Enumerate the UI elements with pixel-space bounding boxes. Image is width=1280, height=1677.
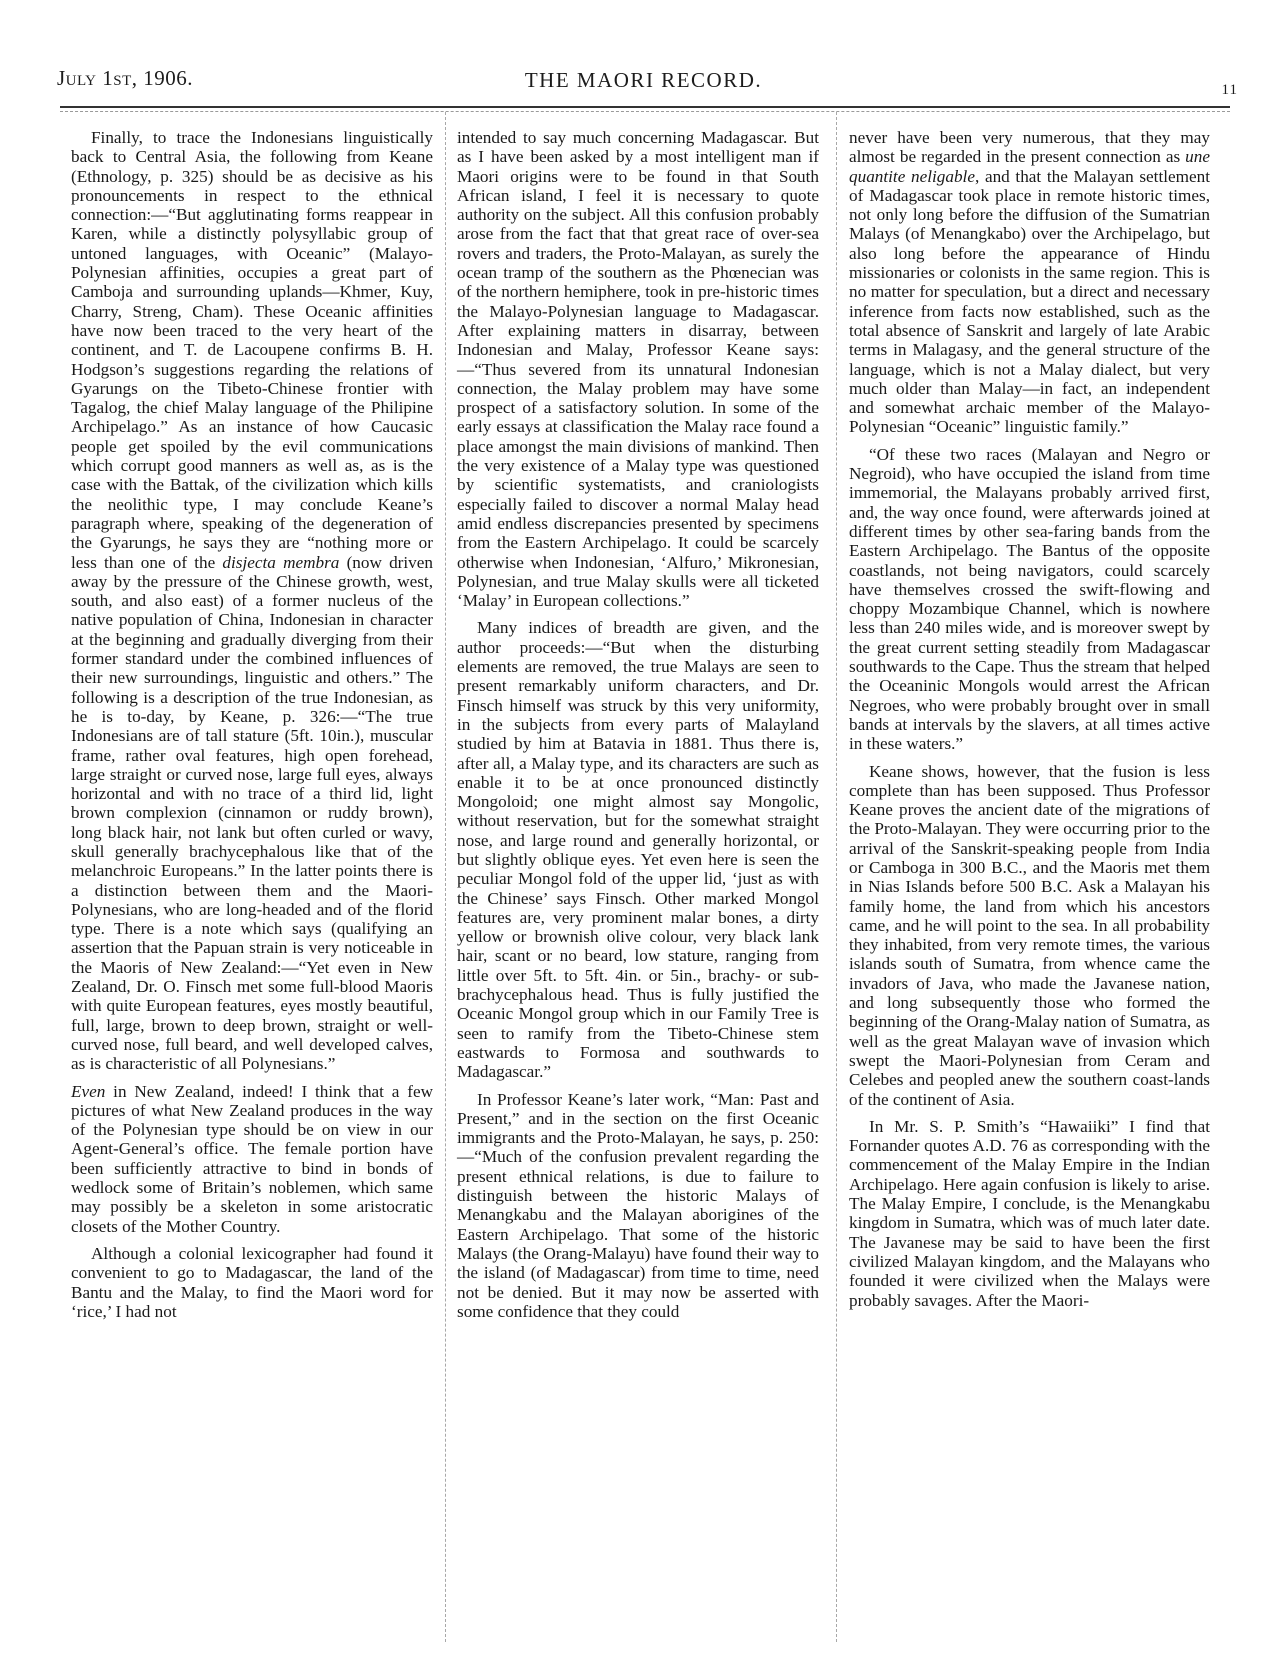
italic-phrase: une quantite neligable [849, 147, 1210, 186]
paragraph-text: Finally, to trace the Indonesians linguistically back to Central Asia, the following from Keane (Ethnology, p. 325) should be as decisive as his pronouncements in respect to the ethnical connection:—“But agglutinating forms reappear in Karen, while a distinctly polysyllabic group of untoned languages, with Oceanic” (Malayo-Polynesian affinities, occupies a great part of Camboja and surrounding uplands—Khmer, Kuy, Charry, Streng, Cham). These Oceanic affinities have now been traced to the very heart of the continent, and T. de Lacoupene confirms B. H. Hodgson’s suggestions regarding the relations of Gyarungs on the Tibeto-Chinese frontier with Tagalog, the chief Malay language of the Philipine Archipelago.” As an instance of how Caucasic people get spoiled by the evil communications which corrupt good manners as well as, as is the case with the Battak, of the civilization which kills the neolithic type, I may conclude Keane’s paragraph where, speaking of the degeneration of the Gyarungs, he says they are “nothing more or less than one of the [71, 128, 433, 572]
paragraph-text: in New Zealand, indeed! I think that a few pictures of what New Zealand produces in the way of the Polynesian type should be on view in our Agent-General’s office. The female portion have been sufficiently attractive to bind in bonds of wedlock some of Britain’s noblemen, which same may possibly be a skeleton in some aristocratic closets of the Mother Country. [71, 1081, 433, 1236]
column-divider [836, 112, 837, 1642]
paragraph [849, 1117, 1210, 1310]
header-rule-thin [60, 111, 1230, 112]
paragraph-text: (now driven away by the pressure of the Chinese growth, west, south, and also east) of a former nucleus of the native population of China, Indonesian in character at the beginning and gradually diverging from their former standard under the combined influences of their new surroundings, linguistic and others.” The following is a description of the true Indonesian, as he is to-day, by Keane, p. 326:—“The true Indonesians are of tall stature (5ft. 10in.), muscular frame, rather oval features, high open forehead, large straight or curved nose, large full eyes, always horizontal and with no trace of a third lid, light brown complexion (cinnamon or ruddy brown), long black hair, not lank but often curled or wavy, skull generally brachycephalous like that of the melanchroic Europeans.” In the latter points there is a distinction between them and the Maori-Polynesians, who are long-headed and of the florid type. There is a note which says (qualifying an assertion that the Papuan strain is very noticeable in the Maoris of New Zealand:—“Yet even in New Zealand, Dr. O. Finsch met some full-blood Maoris with quite European features, eyes mostly beautiful, full, large, brown to deep brown, straight or well-curved nose, full beard, and well developed calves, as is characteristic of all Polynesians.” [71, 552, 434, 1074]
paragraph [457, 128, 819, 610]
paragraph [71, 128, 433, 1074]
paragraph [457, 618, 819, 1081]
header-rule [60, 106, 1230, 108]
column-3 [849, 128, 1210, 1318]
paragraph-text: intended to say much concerning Madagascar. But as I have been asked by a most intelligent man if Maori origins were to be found in that South African island, I feel it is necessary to quote authority on the subject. All this confusion probably arose from the fact that that great race of over-sea rovers and traders, the Proto-Malayan, as surely the ocean tramp of the southern as the Phœnecian was of the northern hemiphere, took in pre-historic times the Malayo-Polynesian language to Madagascar. After explaining matters in disarray, between Indonesian and Malay, Professor Keane says:—“Thus severed from its unnatural Indonesian connection, the Malay problem may have some prospect of a satisfactory solution. In some of the early essays at classification the Malay race found a place amongst the main divisions of mankind. Then the very existence of a Malay type was questioned by scientific systematists, and craniologists especially failed to discover a normal Malay head amid endless discrepancies presented by specimens from the Eastern Archipelago. It could be scarcely otherwise when Indonesian, ‘Alfuro,’ Mikronesian, Polynesian, and true Malay skulls were all ticketed ‘Malay’ in European collections.” [457, 128, 819, 611]
paragraph-text: , and that the Malayan settlement of Madagascar took place in remote historic times, not only long before the diffusion of the Sumatrian Malays (of Menangkabo) over the Archipelago, but also long before the appearance of Hindu missionaries or colonists in the same region. This is no matter for speculation, but a direct and necessary inference from facts now established, such as the total absence of Sanskrit and largely of late Arabic terms in Malagasy, and the general structure of the language, which is not a Malay dialect, but very much older than Malay—in fact, an independent and somewhat archaic member of the Malayo-Polynesian “Oceanic” linguistic family.” [849, 166, 1210, 437]
paragraph [71, 1082, 433, 1236]
column-1 [71, 128, 433, 1329]
column-divider [445, 112, 446, 1642]
column-2 [457, 128, 819, 1329]
publication-title: THE MAORI RECORD. [524, 68, 763, 92]
page-number: 11 [1221, 82, 1238, 98]
paragraph-text: Keane shows, however, that the fusion is less complete than has been supposed. Thus Professor Keane proves the ancient date of the migrations of the Proto-Malayan. They were occurring prior to the arrival of the Sanskrit-speaking people from India or Camboga in 300 B.C., and the Maoris met them in Nias Islands before 500 B.C. Ask a Malayan his family home, the land from which his ancestors came, and he will point to the sea. In all probability they inhabited, from very remote times, the various islands south of Sumatra, from whence came the invadors of Java, who made the Javanese nation, and long subsequently those who formed the beginning of the Orang-Malay nation of Sumatra, as well as the great Malayan wave of invasion which swept the Maori-Polynesian from Ceram and Celebes and peopled anew the southern coast-lands of the continent of Asia. [849, 761, 1210, 1109]
issue-date: July 1st, 1906. [57, 66, 194, 90]
italic-phrase: disjecta membra [222, 552, 340, 572]
paragraph-text: Although a colonial lexicographer had found it convenient to go to Madagascar, the land of the Bantu and the Malay, to find the Maori word for ‘rice,’ I had not [71, 1243, 433, 1321]
paragraph-text: In Mr. S. P. Smith’s “Hawaiiki” I find that Fornander quotes A.D. 76 as corresponding with the commencement of the Malay Empire in the Indian Archipelago. Here again confusion is likely to arise. The Malay Empire, I conclude, is the Menangkabu kingdom in Sumatra, which was of much later date. The Javanese may be said to have been the first civilized Malayan kingdom, and the Malayans who founded it were civilized when the Malays were probably savages. After the Maori- [849, 1116, 1210, 1310]
paragraph-text: Many indices of breadth are given, and the author proceeds:—“But when the disturbing elements are removed, the true Malays are seen to present remarkably uniform characters, and Dr. Finsch himself was struck by this very uniformity, in the subjects from every parts of Malayland studied by him at Batavia in 1881. Thus there is, after all, a Malay type, and its characters are such as enable it to be at once pronounced distinctly Mongoloid; one might almost say Mongolic, without reservation, but for the somewhat straight nose, and large round and generally horizontal, or but slightly oblique eyes. Yet even here is seen the peculiar Mongol fold of the upper lid, ‘just as with the Chinese’ says Finsch. Other marked Mongol features are, very prominent malar bones, a dirty yellow or brownish olive colour, very black lank hair, scant or no beard, low stature, ranging from little over 5ft. to 5ft. 4in. or 5in., brachy- or sub-brachycephalous head. Thus is fully justified the Oceanic Mongol group which in our Family Tree is seen to ramify from the Tibeto-Chinese stem eastwards to Formosa and southwards to Madagascar.” [457, 618, 819, 1082]
paragraph-text: In Professor Keane’s later work, “Man: Past and Present,” and in the section on the first Oceanic immigrants and the Proto-Malayan, he says, p. 250:—“Much of the confusion prevalent regarding the present ethnical relations, is due to failure to distinguish between the historic Malays of Menangkabu and the Malayan aborigines of the Eastern Archipelago. That some of the historic Malays (the Orang-Malayu) have found their way to the island (of Madagascar) from time to time, need not be denied. But it may now be asserted with some confidence that they could [457, 1089, 819, 1321]
paragraph [457, 1090, 819, 1322]
italic-phrase: Even [71, 1081, 106, 1101]
paragraph [849, 445, 1210, 754]
paragraph [849, 128, 1210, 437]
paragraph [849, 762, 1210, 1109]
paragraph [71, 1244, 433, 1321]
paragraph-text: never have been very numerous, that they may almost be regarded in the present connection as [849, 128, 1210, 167]
page-header [57, 62, 1238, 98]
paragraph-text: “Of these two races (Malayan and Negro or Negroid), who have occupied the island from time immemorial, the Malayans probably arrived first, and, the way once found, were afterwards joined at different times by other sea-faring bands from the Eastern Archipelago. The Bantus of the opposite coastlands, not being navigators, could scarcely have themselves crossed the swift-flowing and choppy Mozambique Channel, which is nowhere less than 240 miles wide, and is moreover swept by the great current setting steadily from Madagascar southwards to the Cape. Thus the stream that helped the Oceaninic Mongols would arrest the African Negroes, who were probably brought over in small bands at intervals by the slavers, at all times active in these waters.” [849, 444, 1210, 754]
